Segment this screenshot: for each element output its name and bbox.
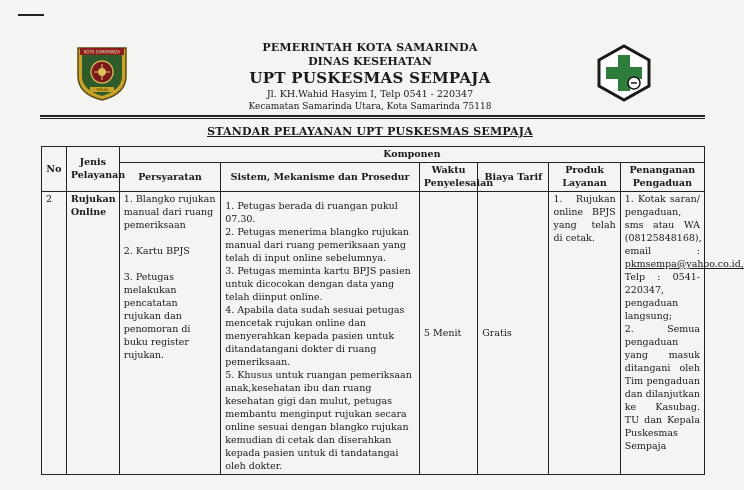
scan-mark (18, 14, 44, 16)
department-name: DINAS KESEHATAN (308, 55, 432, 68)
cell-waktu: 5 Menit (419, 192, 477, 475)
penanganan-text: Telp : 0541-220347, pengaduan langsung; (624, 272, 700, 322)
email-link[interactable]: pkmsempa@yahoo.co.id, (624, 259, 744, 270)
cell-jenis-pelayanan: Rujukan Online (66, 192, 119, 475)
emblem-top-text: KOTA SAMARINDA (84, 49, 120, 55)
persyaratan-item: 2. Kartu BPJS (123, 246, 190, 257)
persyaratan-item: 1. Blangko rujukan manual dari ruang pemeriksaan (123, 194, 216, 231)
organization-name: UPT PUSKESMAS SEMPAJA (249, 69, 491, 87)
header-persyaratan: Persyaratan (119, 163, 221, 192)
cell-sistem-prosedur (221, 192, 420, 475)
district-line: Kecamatan Samarinda Utara, Kota Samarinda 75118 (248, 102, 492, 112)
header-penanganan: Penanganan Pengaduan (620, 163, 704, 192)
prosedur-step: 1. Petugas berada di ruangan pukul 07.30. (225, 201, 398, 225)
table-header-row (42, 147, 705, 163)
document-title: STANDAR PELAYANAN UPT PUSKESMAS SEMPAJA (207, 125, 533, 138)
letterhead-rule-thin (40, 118, 705, 119)
prosedur-step: 2. Petugas menerima blangko rujukan manual dari ruang pemeriksaan yang telah di input online sebelumnya. (225, 227, 409, 264)
cell-no: 2 (42, 192, 67, 475)
prosedur-step: 4. Apabila data sudah sesuai petugas mencetak rujukan online dan menyerahkan kepada pasien untuk ditandatangani dokter di ruang pemeriksaan. (225, 305, 405, 368)
letterhead-rule (40, 115, 705, 117)
header-sistem: Sistem, Mekanisme dan Prosedur (221, 163, 420, 192)
cell-penanganan (620, 192, 744, 475)
penanganan-text: 1. Kotak saran/ pengaduan, sms atau WA (08125848168), email : (624, 194, 702, 257)
table-subheader-row (42, 163, 705, 192)
cell-persyaratan (119, 192, 221, 475)
header-produk: Produk Layanan (549, 163, 620, 192)
cell-produk: 1. Rujukan online BPJS yang telah di cetak. (549, 192, 620, 475)
samarinda-emblem-logo (74, 42, 130, 102)
persyaratan-item: 3. Petugas melakukan pencatatan rujukan dan penomoran di buku register rujukan. (123, 272, 191, 361)
emblem-bottom-text: TEPIAN (95, 88, 109, 92)
header-waktu: Waktu Penyelesaian (419, 163, 477, 192)
address-line: Jl. KH.Wahid Hasyim I, Telp 0541 - 220347 (266, 89, 474, 100)
header-no: No (42, 147, 67, 192)
cell-biaya: Gratis (478, 192, 549, 475)
penanganan-text: 2. Semua pengaduan yang masuk ditangani oleh Tim pengaduan dan dilanjutkan ke Kasubag. TU dan Kepala Puskesmas Sempaja (624, 324, 700, 452)
prosedur-step: 3. Petugas meminta kartu BPJS pasien untuk dicocokan dengan data yang telah diinput online. (225, 266, 411, 303)
puskesmas-logo (594, 43, 654, 103)
header-jenis-pelayanan: Jenis Pelayanan (66, 147, 119, 192)
service-standard-table (41, 146, 744, 475)
header-biaya: Biaya Tarif (478, 163, 549, 192)
table-row (42, 192, 705, 475)
header-komponen: Komponen (119, 147, 704, 163)
letterhead (220, 40, 520, 113)
government-name: PEMERINTAH KOTA SAMARINDA (262, 41, 478, 54)
prosedur-step: 5. Khusus untuk ruangan pemeriksaan anak,kesehatan ibu dan ruang kesehatan gigi dan mulut, petugas membantu menginput rujukan secara online sesuai dengan blangko rujukan kemudian di cetak dan diserahkan kepada pasien untuk di tandatangai oleh dokter. (225, 370, 412, 472)
